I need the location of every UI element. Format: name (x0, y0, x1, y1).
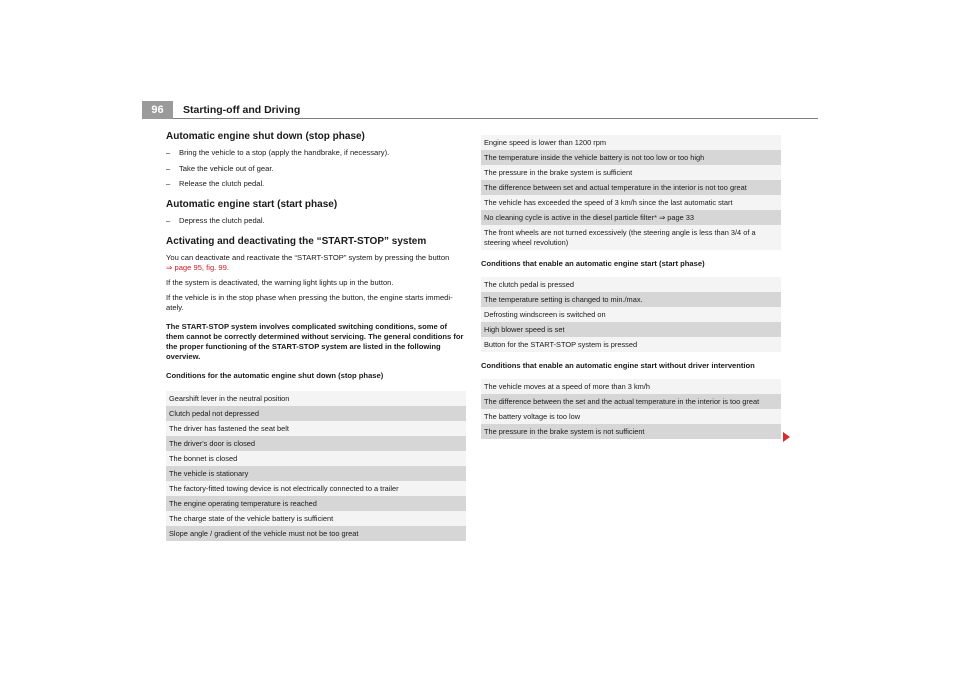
table-row: Engine speed is lower than 1200 rpm (481, 135, 781, 150)
table-row: The vehicle is stationary (166, 466, 466, 481)
table-row: The vehicle has exceeded the speed of 3 km/h since the last automatic start (481, 195, 781, 210)
stop-phase-paragraph: If the vehicle is in the stop phase when pressing the button, the engine starts immedi-ately. (166, 293, 453, 312)
table-row: The pressure in the brake system is not sufficient (481, 424, 781, 439)
header-rule (173, 118, 818, 119)
shutdown-conditions-table-continued (481, 135, 781, 250)
table-row: High blower speed is set (481, 322, 781, 337)
start-conditions-table (481, 277, 781, 352)
table-row: The factory-fitted towing device is not electrically connected to a trailer (166, 481, 466, 496)
chapter-title: Starting-off and Driving (183, 104, 301, 116)
table-row: No cleaning cycle is active in the diesel particle filter* ⇒ page 33 (481, 210, 781, 225)
start-conditions-heading: Conditions that enable an automatic engine start (start phase) (481, 259, 705, 268)
shutdown-heading: Automatic engine shut down (stop phase) (166, 131, 365, 142)
table-row: The pressure in the brake system is sufficient (481, 165, 781, 180)
table-row: The difference between the set and the actual temperature in the interior is too great (481, 394, 781, 409)
warning-light-paragraph: If the system is deactivated, the warning light lights up in the button. (166, 278, 394, 287)
table-row: The temperature inside the vehicle battery is not too low or too high (481, 150, 781, 165)
table-row: Defrosting windscreen is switched on (481, 307, 781, 322)
switching-conditions-note: The START-STOP system involves complicated switching conditions, some of them cannot be correctly determined without servicing. The general conditions for the proper functioning of the START-STOP system are listed in the following overview. (166, 322, 464, 361)
table-row: The temperature setting is changed to min./max. (481, 292, 781, 307)
table-row: The battery voltage is too low (481, 409, 781, 424)
auto-start-conditions-heading: Conditions that enable an automatic engine start without driver intervention (481, 361, 755, 370)
table-row: The vehicle moves at a speed of more than 3 km/h (481, 379, 781, 394)
activate-paragraph: You can deactivate and reactivate the “START-STOP” system by pressing the button ⇒ page 95, fig. 99. (166, 253, 450, 272)
shutdown-step: – Bring the vehicle to a stop (apply the handbrake, if necessary). (166, 148, 390, 157)
page-number: 96 (142, 101, 173, 119)
continue-arrow-icon (783, 432, 790, 442)
activate-heading: Activating and deactivating the “START-STOP” system (166, 236, 427, 247)
start-step: – Depress the clutch pedal. (166, 216, 265, 225)
table-row: The charge state of the vehicle battery is sufficient (166, 511, 466, 526)
table-row: The engine operating temperature is reached (166, 496, 466, 511)
start-heading: Automatic engine start (start phase) (166, 199, 338, 210)
shutdown-step: – Take the vehicle out of gear. (166, 163, 274, 173)
table-row: The difference between set and actual temperature in the interior is not too great (481, 180, 781, 195)
right-column (481, 135, 781, 448)
table-row: Gearshift lever in the neutral position (166, 391, 466, 406)
table-row: The front wheels are not turned excessively (the steering angle is less than 3/4 of a steering wheel revolution) (481, 225, 781, 250)
table-row: The bonnet is closed (166, 451, 466, 466)
table-row: Slope angle / gradient of the vehicle must not be too great (166, 526, 466, 541)
auto-start-conditions-table (481, 379, 781, 439)
table-row: Clutch pedal not depressed (166, 406, 466, 421)
shutdown-conditions-heading: Conditions for the automatic engine shut down (stop phase) (166, 371, 384, 380)
page-header (142, 101, 818, 119)
table-row: The driver's door is closed (166, 436, 466, 451)
table-row: The clutch pedal is pressed (481, 277, 781, 292)
table-row: Button for the START-STOP system is pressed (481, 337, 781, 352)
left-column (166, 130, 466, 550)
shutdown-conditions-table (166, 391, 466, 541)
page-reference-link[interactable]: ⇒ page 95, fig. 99 (166, 263, 227, 272)
table-row: The driver has fastened the seat belt (166, 421, 466, 436)
shutdown-step: – Release the clutch pedal. (166, 179, 265, 188)
